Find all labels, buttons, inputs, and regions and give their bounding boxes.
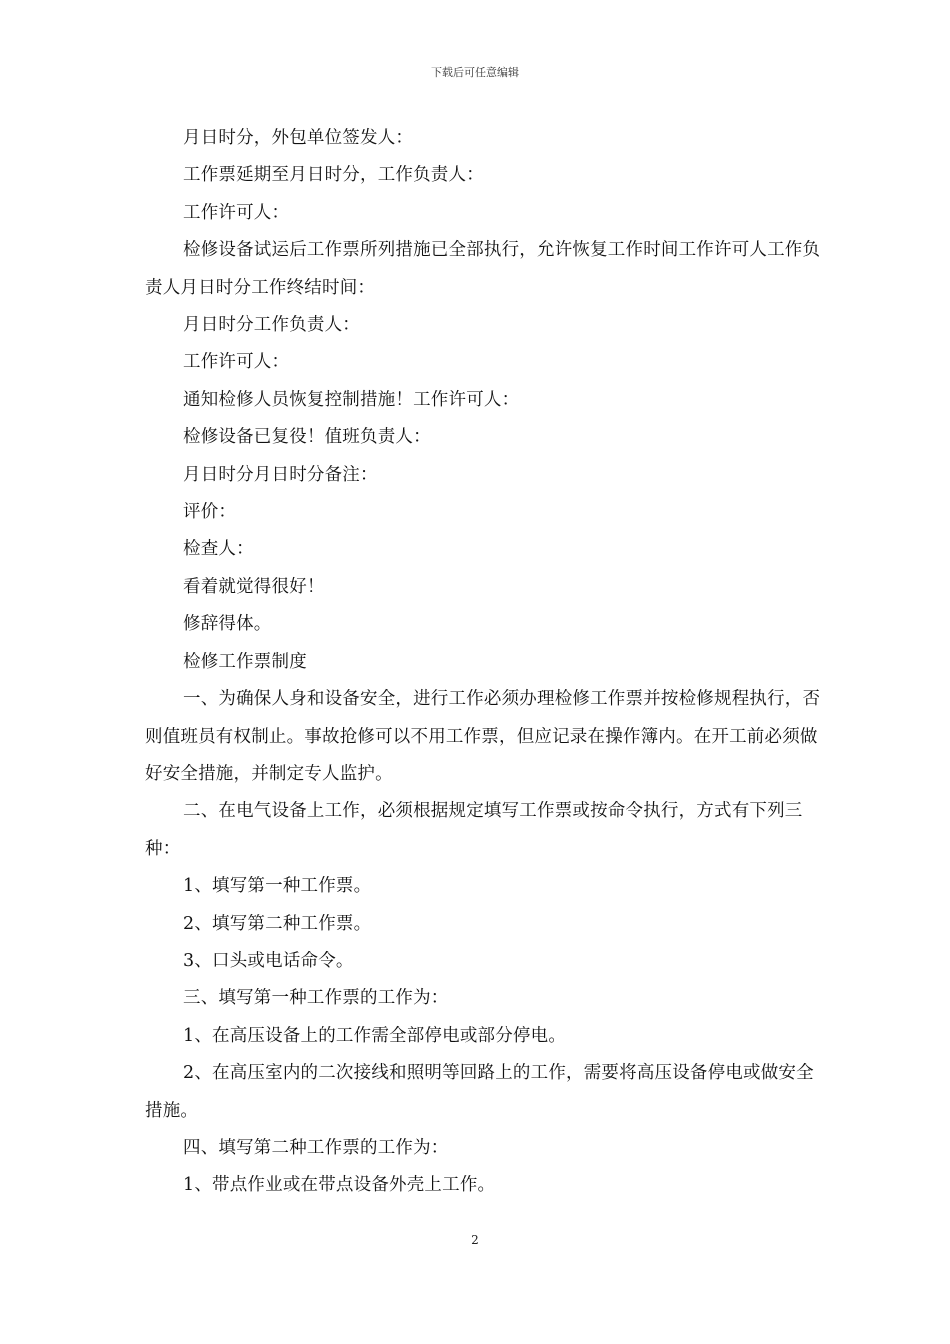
document-body (145, 120, 821, 1205)
list-item: 3、口头或电话命令。 (183, 950, 354, 971)
list-item: 2、填写第二种工作票。 (183, 913, 372, 934)
paragraph: 工作许可人： (183, 202, 290, 223)
paragraph: 工作票延期至月日时分，工作负责人： (183, 165, 484, 186)
page-number: 2 (471, 1233, 479, 1247)
list-item: 1、填写第一种工作票。 (183, 876, 372, 897)
paragraph: 一、为确保人身和设备安全，进行工作必须办理检修工作票并按检修规程执行，否则值班员有权制止。事故抢修可以不用工作票，但应记录在操作簿内。在开工前必须做好安全措施，并制定专人监护。 (145, 689, 821, 784)
paragraph: 三、填写第一种工作票的工作为： (183, 988, 449, 1009)
paragraph: 通知检修人员恢复控制措施！工作许可人： (183, 389, 520, 410)
paragraph: 看着就觉得很好！ (183, 576, 325, 597)
page-header: 下载后可任意编辑 (431, 66, 519, 79)
list-item: 1、带点作业或在带点设备外壳上工作。 (183, 1175, 496, 1196)
paragraph: 评价： (183, 502, 237, 523)
paragraph: 修辞得体。 (183, 614, 272, 635)
list-item: 2、在高压室内的二次接线和照明等回路上的工作，需要将高压设备停电或做安全措施。 (145, 1063, 814, 1121)
paragraph: 月日时分，外包单位签发人： (183, 128, 414, 148)
paragraph: 检修设备已复役！值班负责人： (183, 427, 431, 448)
list-item: 1、在高压设备上的工作需全部停电或部分停电。 (183, 1025, 567, 1046)
paragraph: 检查人： (183, 539, 254, 560)
paragraph: 二、在电气设备上工作，必须根据规定填写工作票或按命令执行，方式有下列三种： (145, 801, 803, 859)
paragraph: 月日时分月日时分备注： (183, 464, 378, 485)
paragraph: 工作许可人： (183, 352, 290, 373)
paragraph: 月日时分工作负责人： (183, 315, 360, 336)
paragraph: 检修设备试运后工作票所列措施已全部执行，允许恢复工作时间工作许可人工作负责人月日时分工作终结时间： (145, 240, 821, 298)
section-heading: 检修工作票制度 (183, 651, 307, 672)
paragraph: 四、填写第二种工作票的工作为： (183, 1137, 449, 1158)
